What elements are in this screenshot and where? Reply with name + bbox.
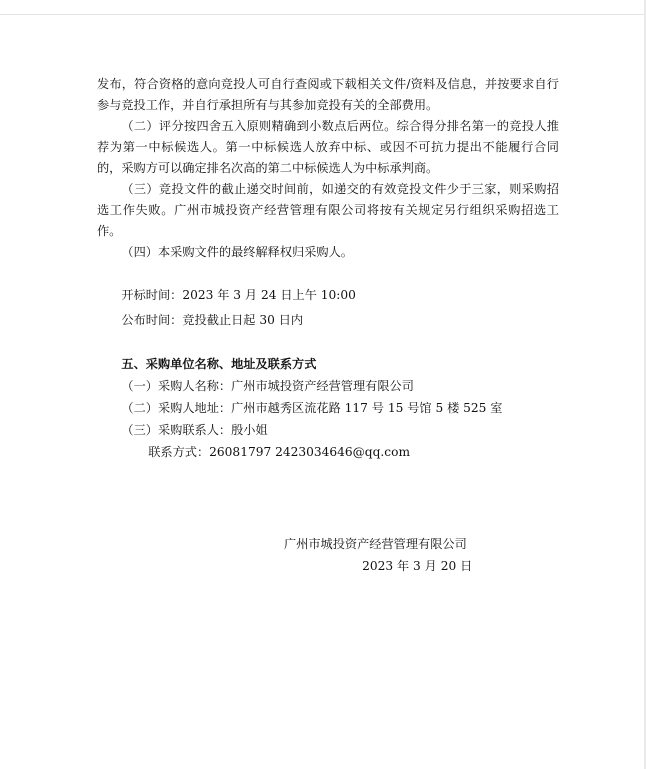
document-body [97,74,559,463]
publish-time: 公布时间：竞投截止日起 30 日内 [121,313,304,327]
signature-date: 2023 年 3 月 20 日 [362,559,473,573]
paragraph-continuation: 发布，符合资格的意向竞投人可自行查阅或下载相关文件/资料及信息，并按要求自行参与竞投工作，并自行承担所有与其参加竞投有关的全部费用。 [97,77,559,112]
spacer [97,263,559,283]
contact-info: 联系方式：26081797 2423034646@qq.com [148,445,411,459]
purchaser-contact: （三）采购联系人：殷小姐 [121,423,268,437]
paragraph-scoring: （二）评分按四舍五入原则精确到小数点后两位。综合得分排名第一的竞投人推荐为第一中标候选人。第一中标候选人放弃中标、或因不可抗力提出不能履行合同的，采购方可以确定排名次高的第二中标候选人为中标承判商。 [97,119,559,175]
section-title: 五、采购单位名称、地址及联系方式 [121,357,317,371]
paragraph-deadline: （三）竞投文件的截止递交时间前，如递交的有效竞投文件少于三家，则采购招选工作失败。广州市城投资产经营管理有限公司将按有关规定另行组织采购招选工作。 [97,182,559,238]
purchaser-address: （二）采购人地址：广州市越秀区流花路 117 号 15 号馆 5 楼 525 室 [121,401,503,415]
open-time: 开标时间：2023 年 3 月 24 日上午 10:00 [121,288,356,302]
signature-block [284,533,484,577]
paragraph-interpretation: （四）本采购文件的最终解释权归采购人。 [121,245,353,259]
signature-company: 广州市城投资产经营管理有限公司 [284,537,467,551]
purchaser-name: （一）采购人名称：广州市城投资产经营管理有限公司 [121,379,414,393]
spacer [97,333,559,353]
page-top-edge [0,0,646,15]
